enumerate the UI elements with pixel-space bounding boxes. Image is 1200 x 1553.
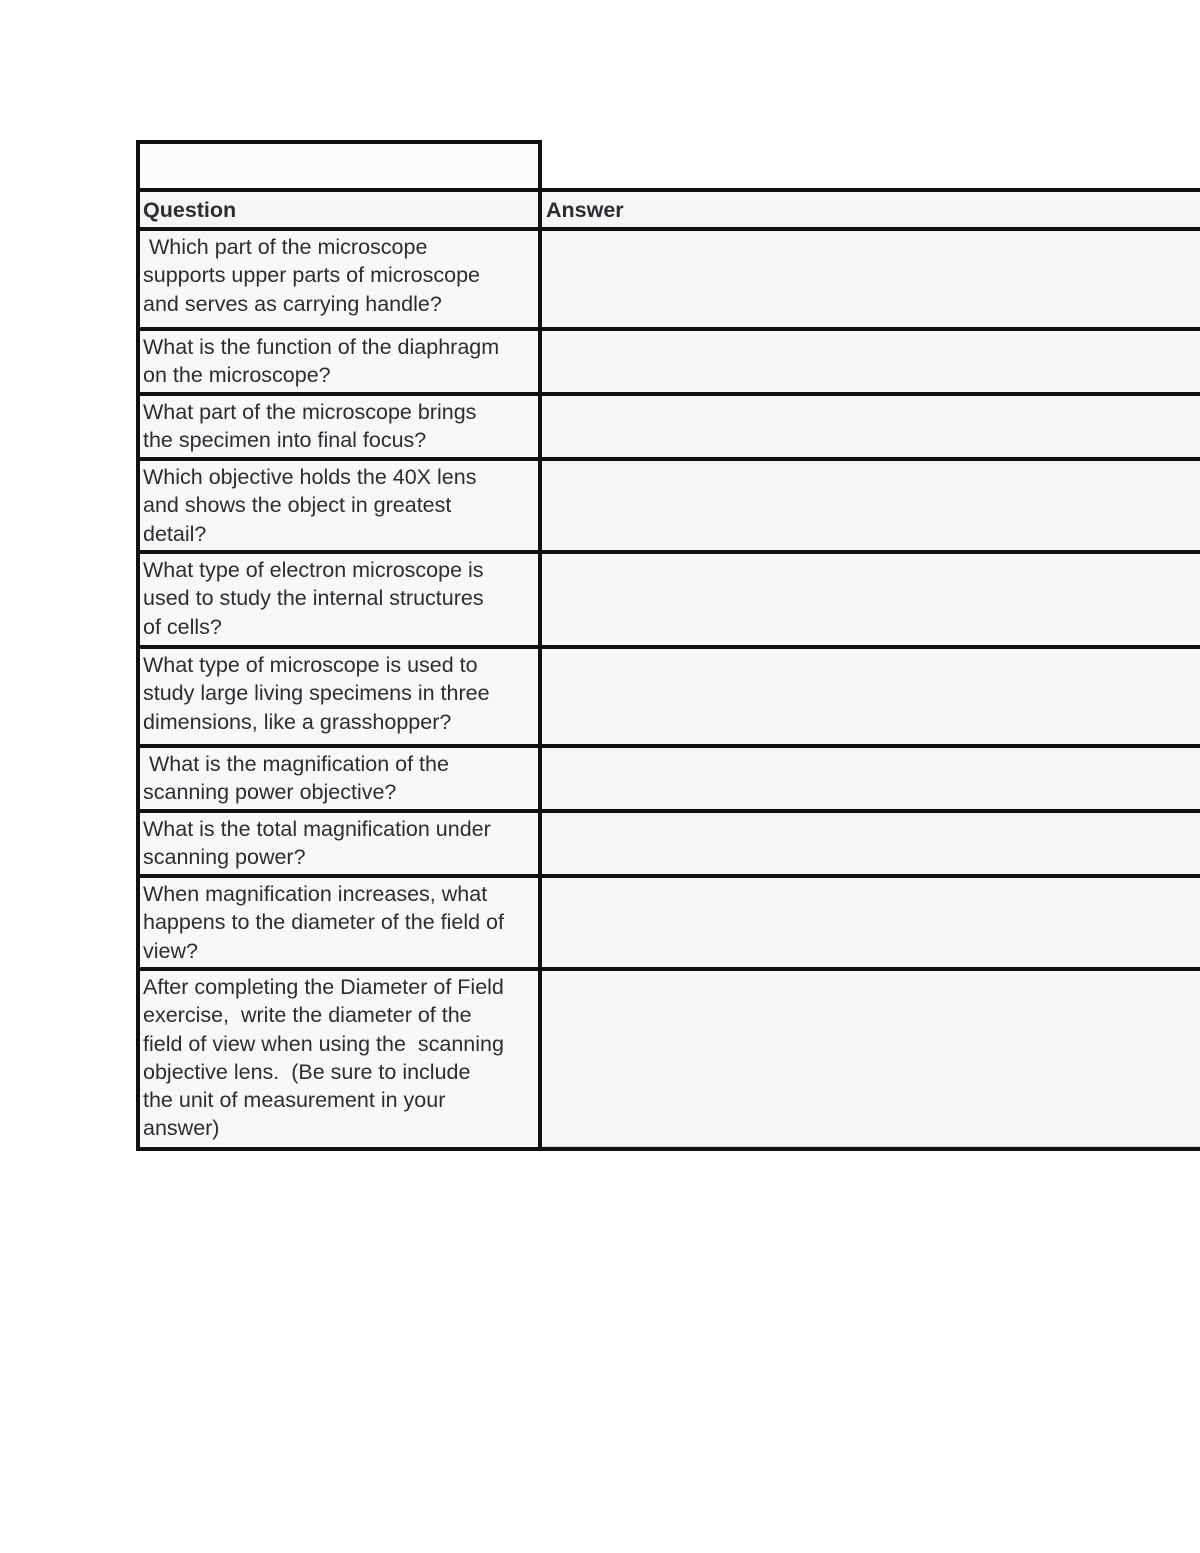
question-column-header: Question (136, 192, 542, 227)
table-row (136, 874, 1200, 967)
answer-cell[interactable] (542, 813, 1200, 874)
table-row (136, 550, 1200, 645)
table-row (136, 967, 1200, 1151)
answer-cell[interactable] (542, 396, 1200, 457)
answer-cell[interactable] (542, 649, 1200, 744)
table-row (136, 227, 1200, 327)
answer-cell[interactable] (542, 971, 1200, 1147)
table-row (136, 809, 1200, 874)
question-cell: After completing the Diameter of Field exercise, write the diameter of the field of view when using the scanning objective lens. (Be sure to include the unit of measurement in your answer) (136, 971, 542, 1147)
question-cell: What part of the microscope brings the specimen into final focus? (136, 396, 542, 457)
table-row (136, 327, 1200, 392)
question-cell: When magnification increases, what happens to the diameter of the field of view? (136, 878, 542, 967)
answer-cell[interactable] (542, 461, 1200, 550)
answer-cell[interactable] (542, 331, 1200, 392)
answer-cell[interactable] (542, 748, 1200, 809)
table-title-cell (136, 140, 542, 192)
question-answer-grid (136, 188, 1200, 1151)
answer-column-header: Answer (546, 198, 624, 222)
answer-cell[interactable] (542, 878, 1200, 967)
table-header-row (136, 188, 1200, 227)
table-row (136, 392, 1200, 457)
table-row (136, 744, 1200, 809)
question-cell: What type of microscope is used to study large living specimens in three dimensions, like a grasshopper? (136, 649, 542, 744)
question-cell: What type of electron microscope is used to study the internal structures of cells? (136, 554, 542, 645)
question-cell: What is the function of the diaphragm on the microscope? (136, 331, 542, 392)
question-cell: What is the magnification of the scanning power objective? (136, 748, 542, 809)
table-row (136, 645, 1200, 744)
question-cell: What is the total magnification under scanning power? (136, 813, 542, 874)
question-cell: Which objective holds the 40X lens and shows the object in greatest detail? (136, 461, 542, 550)
table-row (136, 457, 1200, 550)
answer-cell[interactable] (542, 231, 1200, 327)
answer-cell[interactable] (542, 554, 1200, 645)
question-cell: Which part of the microscope supports upper parts of microscope and serves as carrying handle? (136, 231, 542, 327)
